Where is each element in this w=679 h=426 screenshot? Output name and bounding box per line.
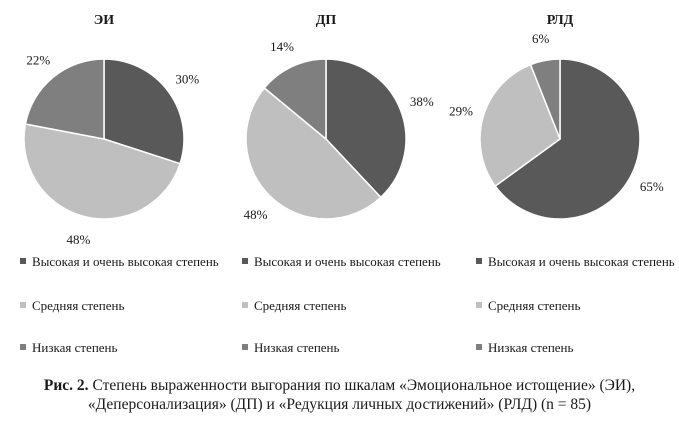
legend-label: Низкая степень <box>254 340 340 355</box>
legend-swatch <box>476 302 482 308</box>
legend-swatch <box>476 344 482 350</box>
pie-data-label: 48% <box>66 231 91 247</box>
caption-prefix: Рис. 2. <box>43 377 89 394</box>
legend-swatch <box>476 258 482 264</box>
legend-label: Высокая и очень высокая степень <box>488 254 675 269</box>
legend-swatch <box>20 258 26 264</box>
pie-slice <box>25 59 104 139</box>
pie-data-label: 65% <box>639 178 664 194</box>
pie-chart-1 <box>24 13 199 247</box>
pie-title: ДП <box>315 13 337 28</box>
legend-label: Низкая степень <box>32 340 118 355</box>
legend-label: Низкая степень <box>488 340 574 355</box>
legend-swatch <box>242 302 248 308</box>
legend-label: Средняя степень <box>254 298 347 313</box>
legend-label: Средняя степень <box>32 298 125 313</box>
legend-label: Средняя степень <box>488 298 581 313</box>
figure-caption <box>0 376 679 414</box>
legend-swatch <box>20 302 26 308</box>
pie-title: РЛД <box>546 13 574 28</box>
pie-data-label: 48% <box>243 207 268 223</box>
pie-data-label: 38% <box>409 94 434 110</box>
pie-data-label: 22% <box>26 52 51 68</box>
pie-chart-3 <box>449 13 664 219</box>
pie-data-label: 29% <box>449 103 474 119</box>
legend-swatch <box>20 344 26 350</box>
legend-swatch <box>242 344 248 350</box>
legend-label: Высокая и очень высокая степень <box>32 254 219 269</box>
pie-title: ЭИ <box>93 13 115 28</box>
pie-data-label: 30% <box>175 71 200 87</box>
pie-data-label: 14% <box>270 38 295 54</box>
pie-data-label: 6% <box>532 30 550 46</box>
caption-text: Степень выраженности выгорания по шкалам «Эмоциональное истощение» (ЭИ), «Деперсонализация» (ДП) и «Редукция личных достижений» (РЛД) (n = 85) <box>87 377 636 413</box>
legend-swatch <box>242 258 248 264</box>
legend-label: Высокая и очень высокая степень <box>254 254 441 269</box>
pie-chart-2 <box>244 13 434 222</box>
